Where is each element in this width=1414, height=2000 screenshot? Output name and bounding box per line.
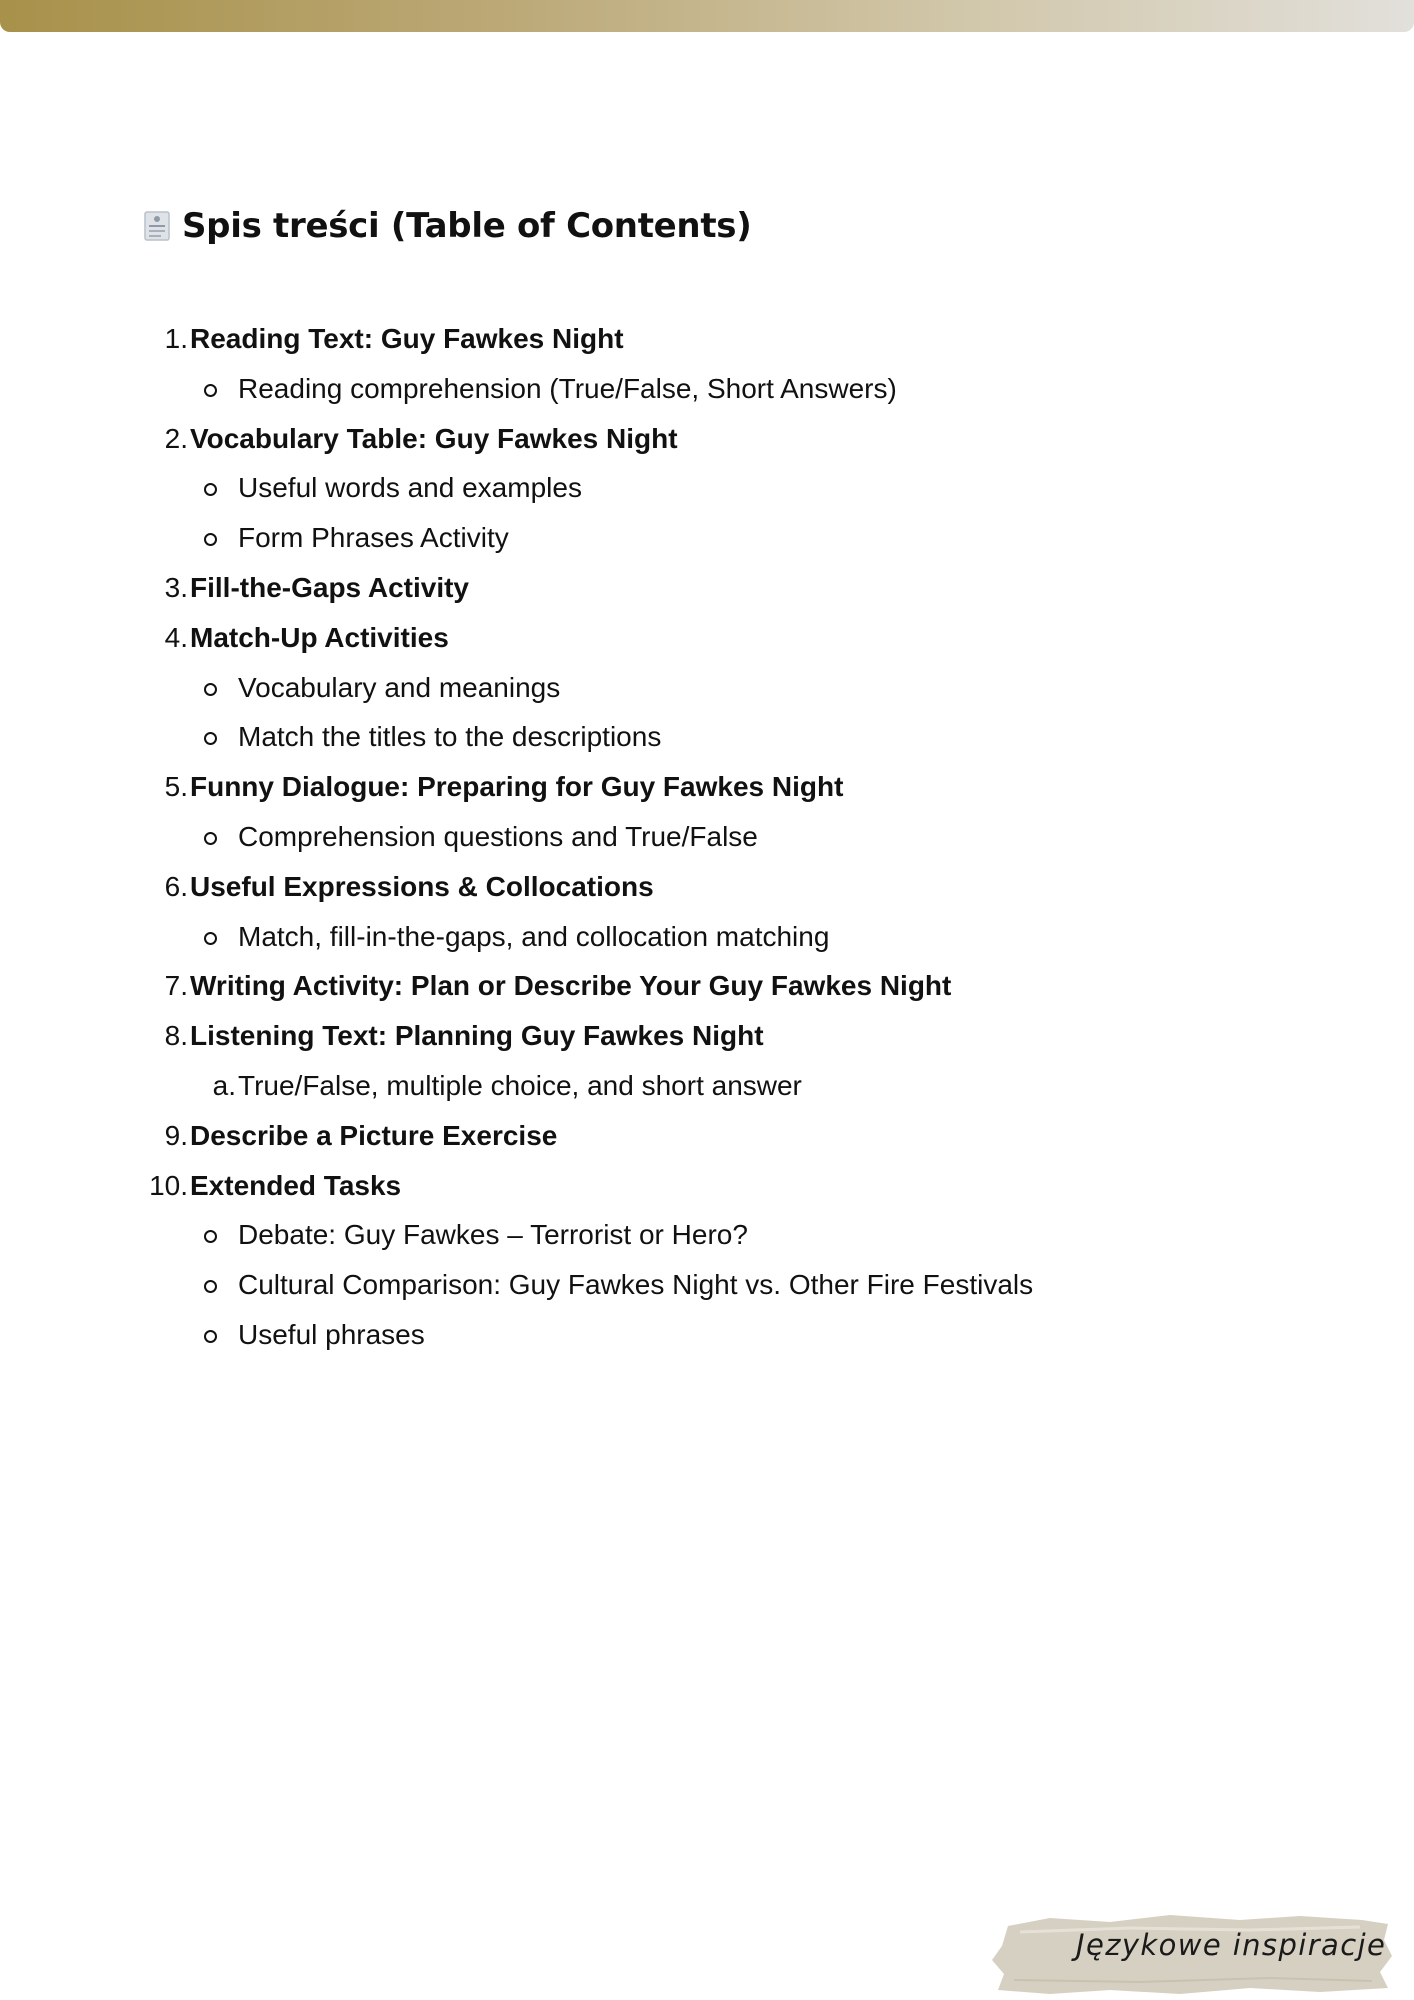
circle-bullet-icon bbox=[204, 1330, 217, 1343]
toc-item-label: Reading Text: Guy Fawkes Night bbox=[190, 323, 624, 354]
circle-bullet-icon bbox=[204, 832, 217, 845]
circle-bullet-icon bbox=[204, 1280, 217, 1293]
toc-item-label: Funny Dialogue: Preparing for Guy Fawkes Night bbox=[190, 771, 844, 803]
toc-subitem-label: Useful phrases bbox=[238, 1318, 425, 1350]
circle-bullet-icon bbox=[204, 533, 217, 546]
brand-stamp bbox=[990, 1910, 1394, 1996]
toc-subitem-label: Match the titles to the descriptions bbox=[238, 721, 662, 753]
toc-item bbox=[0, 961, 1200, 1011]
toc-subitem-label: True/False, multiple choice, and short answer bbox=[238, 1069, 802, 1101]
circle-bullet-icon bbox=[204, 932, 217, 945]
toc-subitem bbox=[0, 513, 1200, 563]
toc-subitem-label: Cultural Comparison: Guy Fawkes Night vs. Other Fire Festivals bbox=[238, 1269, 1034, 1301]
toc-subitem-label: Comprehension questions and True/False bbox=[238, 820, 758, 852]
toc-subitem bbox=[0, 1210, 1200, 1260]
circle-bullet-icon bbox=[204, 384, 217, 397]
toc-item-label: Useful Expressions & Collocations bbox=[190, 870, 654, 902]
toc-subitem-label: Reading comprehension (True/False, Short Answers) bbox=[238, 372, 897, 404]
toc-item-number: 6. bbox=[164, 870, 188, 902]
toc-subitem bbox=[0, 663, 1200, 713]
toc-item-number: 2. bbox=[164, 422, 188, 454]
toc-subitem bbox=[0, 912, 1200, 962]
document-icon bbox=[144, 211, 170, 241]
toc-subitem bbox=[0, 1260, 1200, 1310]
toc-item-label: Extended Tasks bbox=[190, 1169, 402, 1201]
brand-logo-text: Językowe inspiracje bbox=[1076, 1928, 1387, 1962]
toc-item-number: 4. bbox=[164, 621, 188, 653]
toc-subitem bbox=[0, 1061, 1200, 1111]
toc-item bbox=[0, 613, 1200, 663]
toc-subitem bbox=[0, 1310, 1200, 1360]
toc-item-label: Fill-the-Gaps Activity bbox=[190, 571, 470, 603]
toc-item bbox=[0, 314, 1200, 364]
toc-item-number: 8. bbox=[164, 1020, 188, 1052]
circle-bullet-icon bbox=[204, 1230, 217, 1243]
toc-subitem bbox=[0, 364, 1200, 414]
toc-item bbox=[0, 1161, 1200, 1211]
toc-item-number: 3. bbox=[164, 571, 188, 603]
toc-subitem-label: Debate: Guy Fawkes – Terrorist or Hero? bbox=[238, 1219, 748, 1251]
toc-item bbox=[0, 563, 1200, 613]
circle-bullet-icon bbox=[204, 683, 217, 696]
toc-subitem-label: Vocabulary and meanings bbox=[238, 671, 561, 703]
toc-item-number: 5. bbox=[164, 771, 188, 803]
toc-item bbox=[0, 1011, 1200, 1061]
toc-item-label: Match-Up Activities bbox=[190, 621, 449, 653]
circle-bullet-icon bbox=[204, 483, 217, 496]
page-title: Spis treści (Table of Contents) bbox=[182, 206, 752, 246]
table-of-contents bbox=[0, 314, 1200, 1360]
toc-item-label: Vocabulary Table: Guy Fawkes Night bbox=[190, 422, 678, 454]
toc-subitem-label: Useful words and examples bbox=[238, 472, 582, 504]
toc-subitem bbox=[0, 812, 1200, 862]
toc-heading bbox=[144, 206, 751, 246]
toc-item-number: 9. bbox=[164, 1119, 188, 1151]
circle-bullet-icon bbox=[204, 732, 217, 745]
toc-subitem-label: Form Phrases Activity bbox=[238, 522, 509, 554]
toc-item-number: 7. bbox=[164, 970, 188, 1002]
toc-item-number: 10. bbox=[149, 1169, 188, 1201]
toc-subitem-marker: a. bbox=[212, 1069, 236, 1101]
toc-item bbox=[0, 762, 1200, 812]
toc-item bbox=[0, 1111, 1200, 1161]
toc-subitem bbox=[0, 463, 1200, 513]
toc-item bbox=[0, 862, 1200, 912]
toc-item-label: Listening Text: Planning Guy Fawkes Night bbox=[190, 1020, 764, 1052]
top-decorative-bar bbox=[0, 0, 1414, 32]
toc-item bbox=[0, 414, 1200, 464]
toc-item-label: Writing Activity: Plan or Describe Your Guy Fawkes Night bbox=[190, 970, 952, 1002]
toc-item-label: Describe a Picture Exercise bbox=[190, 1119, 558, 1151]
toc-item-number: 1. bbox=[164, 323, 188, 354]
toc-subitem bbox=[0, 712, 1200, 762]
toc-subitem-label: Match, fill-in-the-gaps, and collocation matching bbox=[238, 920, 830, 952]
